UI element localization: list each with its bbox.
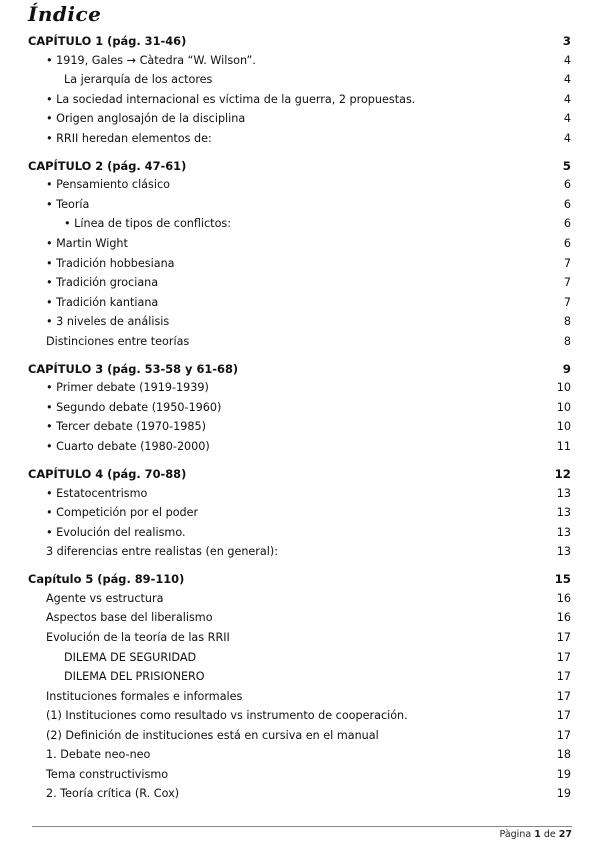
toc-entry[interactable] <box>28 91 571 109</box>
toc-entry-title: • Evolución del realismo. <box>28 524 186 542</box>
toc-entry[interactable] <box>28 438 571 456</box>
toc-entry-title: • Pensamiento clásico <box>28 176 170 194</box>
toc-entry-page: 17 <box>556 670 571 684</box>
toc-entry-title: • La sociedad internacional es víctima de la guerra, 2 propuestas. <box>28 91 415 109</box>
toc-entry-page: 13 <box>556 545 571 559</box>
toc-entry[interactable] <box>28 196 571 214</box>
footer-current-page: 1 <box>534 829 541 840</box>
toc-entry-title: • Origen anglosajón de la disciplina <box>28 110 245 128</box>
toc-entry-title: DILEMA DEL PRISIONERO <box>64 670 205 684</box>
toc-entry-title: • Primer debate (1919-1939) <box>28 379 209 397</box>
toc-entry-title: • Tercer debate (1970-1985) <box>28 418 206 436</box>
toc-entry[interactable] <box>28 688 571 706</box>
toc-entry[interactable] <box>28 110 571 128</box>
toc-entry-page: 6 <box>563 197 571 211</box>
toc-entry-title: CAPÍTULO 4 (pág. 70-88) <box>28 467 187 482</box>
toc-entry-page: 17 <box>556 728 571 742</box>
toc-entry-page: 16 <box>556 591 571 605</box>
toc-entry-title: Aspectos base del liberalismo <box>46 611 213 625</box>
toc-entry-title: (2) Definición de instituciones está en cursiva en el manual <box>46 728 379 742</box>
toc-entry-page: 8 <box>563 315 571 329</box>
toc-entry[interactable] <box>28 176 571 194</box>
toc-entry-page: 17 <box>556 650 571 664</box>
toc-entry-title: • 3 niveles de análisis <box>28 313 169 331</box>
toc-entry-title: CAPÍTULO 3 (pág. 53-58 y 61-68) <box>28 361 239 376</box>
toc-entry[interactable] <box>28 215 571 233</box>
toc-chapter-entry[interactable] <box>28 360 571 378</box>
page-title: Índice <box>28 2 102 26</box>
toc-entry-page: 5 <box>562 158 571 173</box>
toc-entry[interactable] <box>28 235 571 253</box>
toc-entry[interactable] <box>28 504 571 522</box>
toc-entry-page: 10 <box>556 400 571 414</box>
toc-entry[interactable] <box>28 543 571 561</box>
toc-entry-page: 13 <box>556 486 571 500</box>
toc-entry[interactable] <box>28 255 571 273</box>
toc-entry-title: • Martin Wight <box>28 235 128 253</box>
toc-entry-title: • 1919, Gales → Càtedra “W. Wilson”. <box>28 52 256 70</box>
footer-total-pages: 27 <box>558 829 572 840</box>
toc-entry[interactable] <box>28 785 571 803</box>
toc-entry-title: Tema constructivismo <box>46 767 169 781</box>
toc-entry[interactable] <box>28 629 571 647</box>
toc-entry-title: CAPÍTULO 1 (pág. 31-46) <box>28 34 187 48</box>
toc-entry-page: 17 <box>556 709 571 723</box>
toc-entry-page: 13 <box>556 525 571 539</box>
toc-entry-title: • Segundo debate (1950-1960) <box>28 399 221 417</box>
toc-entry-title: La jerarquía de los actores <box>64 73 213 87</box>
toc-entry[interactable] <box>28 649 571 667</box>
toc-entry-title: • Línea de tipos de conflictos: <box>28 215 231 233</box>
toc-entry-page: 4 <box>563 92 571 106</box>
toc-entry-title: CAPÍTULO 2 (pág. 47-61) <box>28 158 187 173</box>
toc-entry-page: 18 <box>556 748 571 762</box>
toc-entry[interactable] <box>28 52 571 70</box>
toc-entry-page: 12 <box>554 467 571 482</box>
toc-entry-title: Evolución de la teoría de las RRII <box>46 630 230 644</box>
footer-separator: de <box>543 829 556 840</box>
toc-entry-page: 15 <box>554 572 571 587</box>
toc-entry-title: 3 diferencias entre realistas (en general): <box>46 545 278 559</box>
toc-entry[interactable] <box>28 399 571 417</box>
toc-entry-title: • Teoría <box>28 196 89 214</box>
toc-entry[interactable] <box>28 379 571 397</box>
toc-entry-title: Distinciones entre teorías <box>46 334 190 348</box>
toc-entry-page: 4 <box>563 131 571 145</box>
toc-chapter-entry[interactable] <box>28 32 571 50</box>
toc-entry-page: 17 <box>556 689 571 703</box>
toc-entry[interactable] <box>28 294 571 312</box>
toc-entry-page: 6 <box>563 178 571 192</box>
toc-entry[interactable] <box>28 333 571 351</box>
toc-entry-page: 4 <box>563 73 571 87</box>
toc-entry-title: Instituciones formales e informales <box>46 689 243 703</box>
toc-entry[interactable] <box>28 746 571 764</box>
toc-entry[interactable] <box>28 668 571 686</box>
toc-entry-page: 7 <box>563 295 571 309</box>
toc-entry-page: 11 <box>556 440 571 453</box>
toc-entry-page: 3 <box>562 34 571 48</box>
toc-entry-title: Agente vs estructura <box>46 591 164 605</box>
toc-entry-page: 19 <box>556 787 571 801</box>
toc-entry[interactable] <box>28 707 571 725</box>
toc-entry[interactable] <box>28 313 571 331</box>
toc-entry[interactable] <box>28 274 571 292</box>
toc-entry-title: • Estatocentrismo <box>28 485 147 503</box>
toc-entry-page: 9 <box>562 361 571 376</box>
toc-entry-title: 1. Debate neo-neo <box>46 748 151 762</box>
toc-entry-page: 13 <box>556 506 571 520</box>
toc-entry-title: • Competición por el poder <box>28 504 198 522</box>
toc-entry[interactable] <box>28 485 571 503</box>
toc-entry-page: 6 <box>563 237 571 250</box>
toc-entry-page: 10 <box>556 420 571 434</box>
toc-entry-title: • Tradición kantiana <box>28 294 158 312</box>
toc-chapter-entry[interactable] <box>28 570 571 588</box>
footer-divider <box>32 826 572 827</box>
toc-entry[interactable] <box>28 71 571 89</box>
toc-entry-page: 6 <box>563 217 571 231</box>
toc-entry-page: 17 <box>556 630 571 644</box>
toc-entry-page: 10 <box>556 381 571 395</box>
toc-entry[interactable] <box>28 524 571 542</box>
toc-entry-title: DILEMA DE SEGURIDAD <box>64 650 197 664</box>
toc-chapter-entry[interactable] <box>28 157 571 175</box>
toc-entry-title: • RRII heredan elementos de: <box>28 130 212 148</box>
toc-entry-page: 7 <box>563 256 571 270</box>
footer-label: Pàgina <box>499 829 532 840</box>
toc-entry-page: 7 <box>563 276 571 290</box>
toc-entry-title: 2. Teoría crítica (R. Cox) <box>46 787 180 801</box>
toc-entry-title: (1) Instituciones como resultado vs instrumento de cooperación. <box>46 709 408 723</box>
toc-entry-title: • Tradición grociana <box>28 274 158 292</box>
toc-entry-page: 19 <box>556 767 571 781</box>
toc-entry-page: 8 <box>563 334 571 348</box>
toc-entry-title: • Cuarto debate (1980-2000) <box>28 438 210 456</box>
toc-entry-page: 4 <box>563 112 571 126</box>
toc-entry[interactable] <box>28 609 571 627</box>
toc-entry-page: 16 <box>556 611 571 625</box>
toc-entry[interactable] <box>28 590 571 608</box>
toc-chapter-entry[interactable] <box>28 465 571 483</box>
toc-entry[interactable] <box>28 766 571 784</box>
toc-entry-page: 4 <box>563 53 571 67</box>
toc-entry-title: • Tradición hobbesiana <box>28 255 175 273</box>
toc-entry[interactable] <box>28 130 571 148</box>
toc-entry-title: Capítulo 5 (pág. 89-110) <box>28 572 185 587</box>
page-footer <box>500 829 572 840</box>
toc-entry[interactable] <box>28 418 571 436</box>
toc-entry[interactable] <box>28 727 571 745</box>
